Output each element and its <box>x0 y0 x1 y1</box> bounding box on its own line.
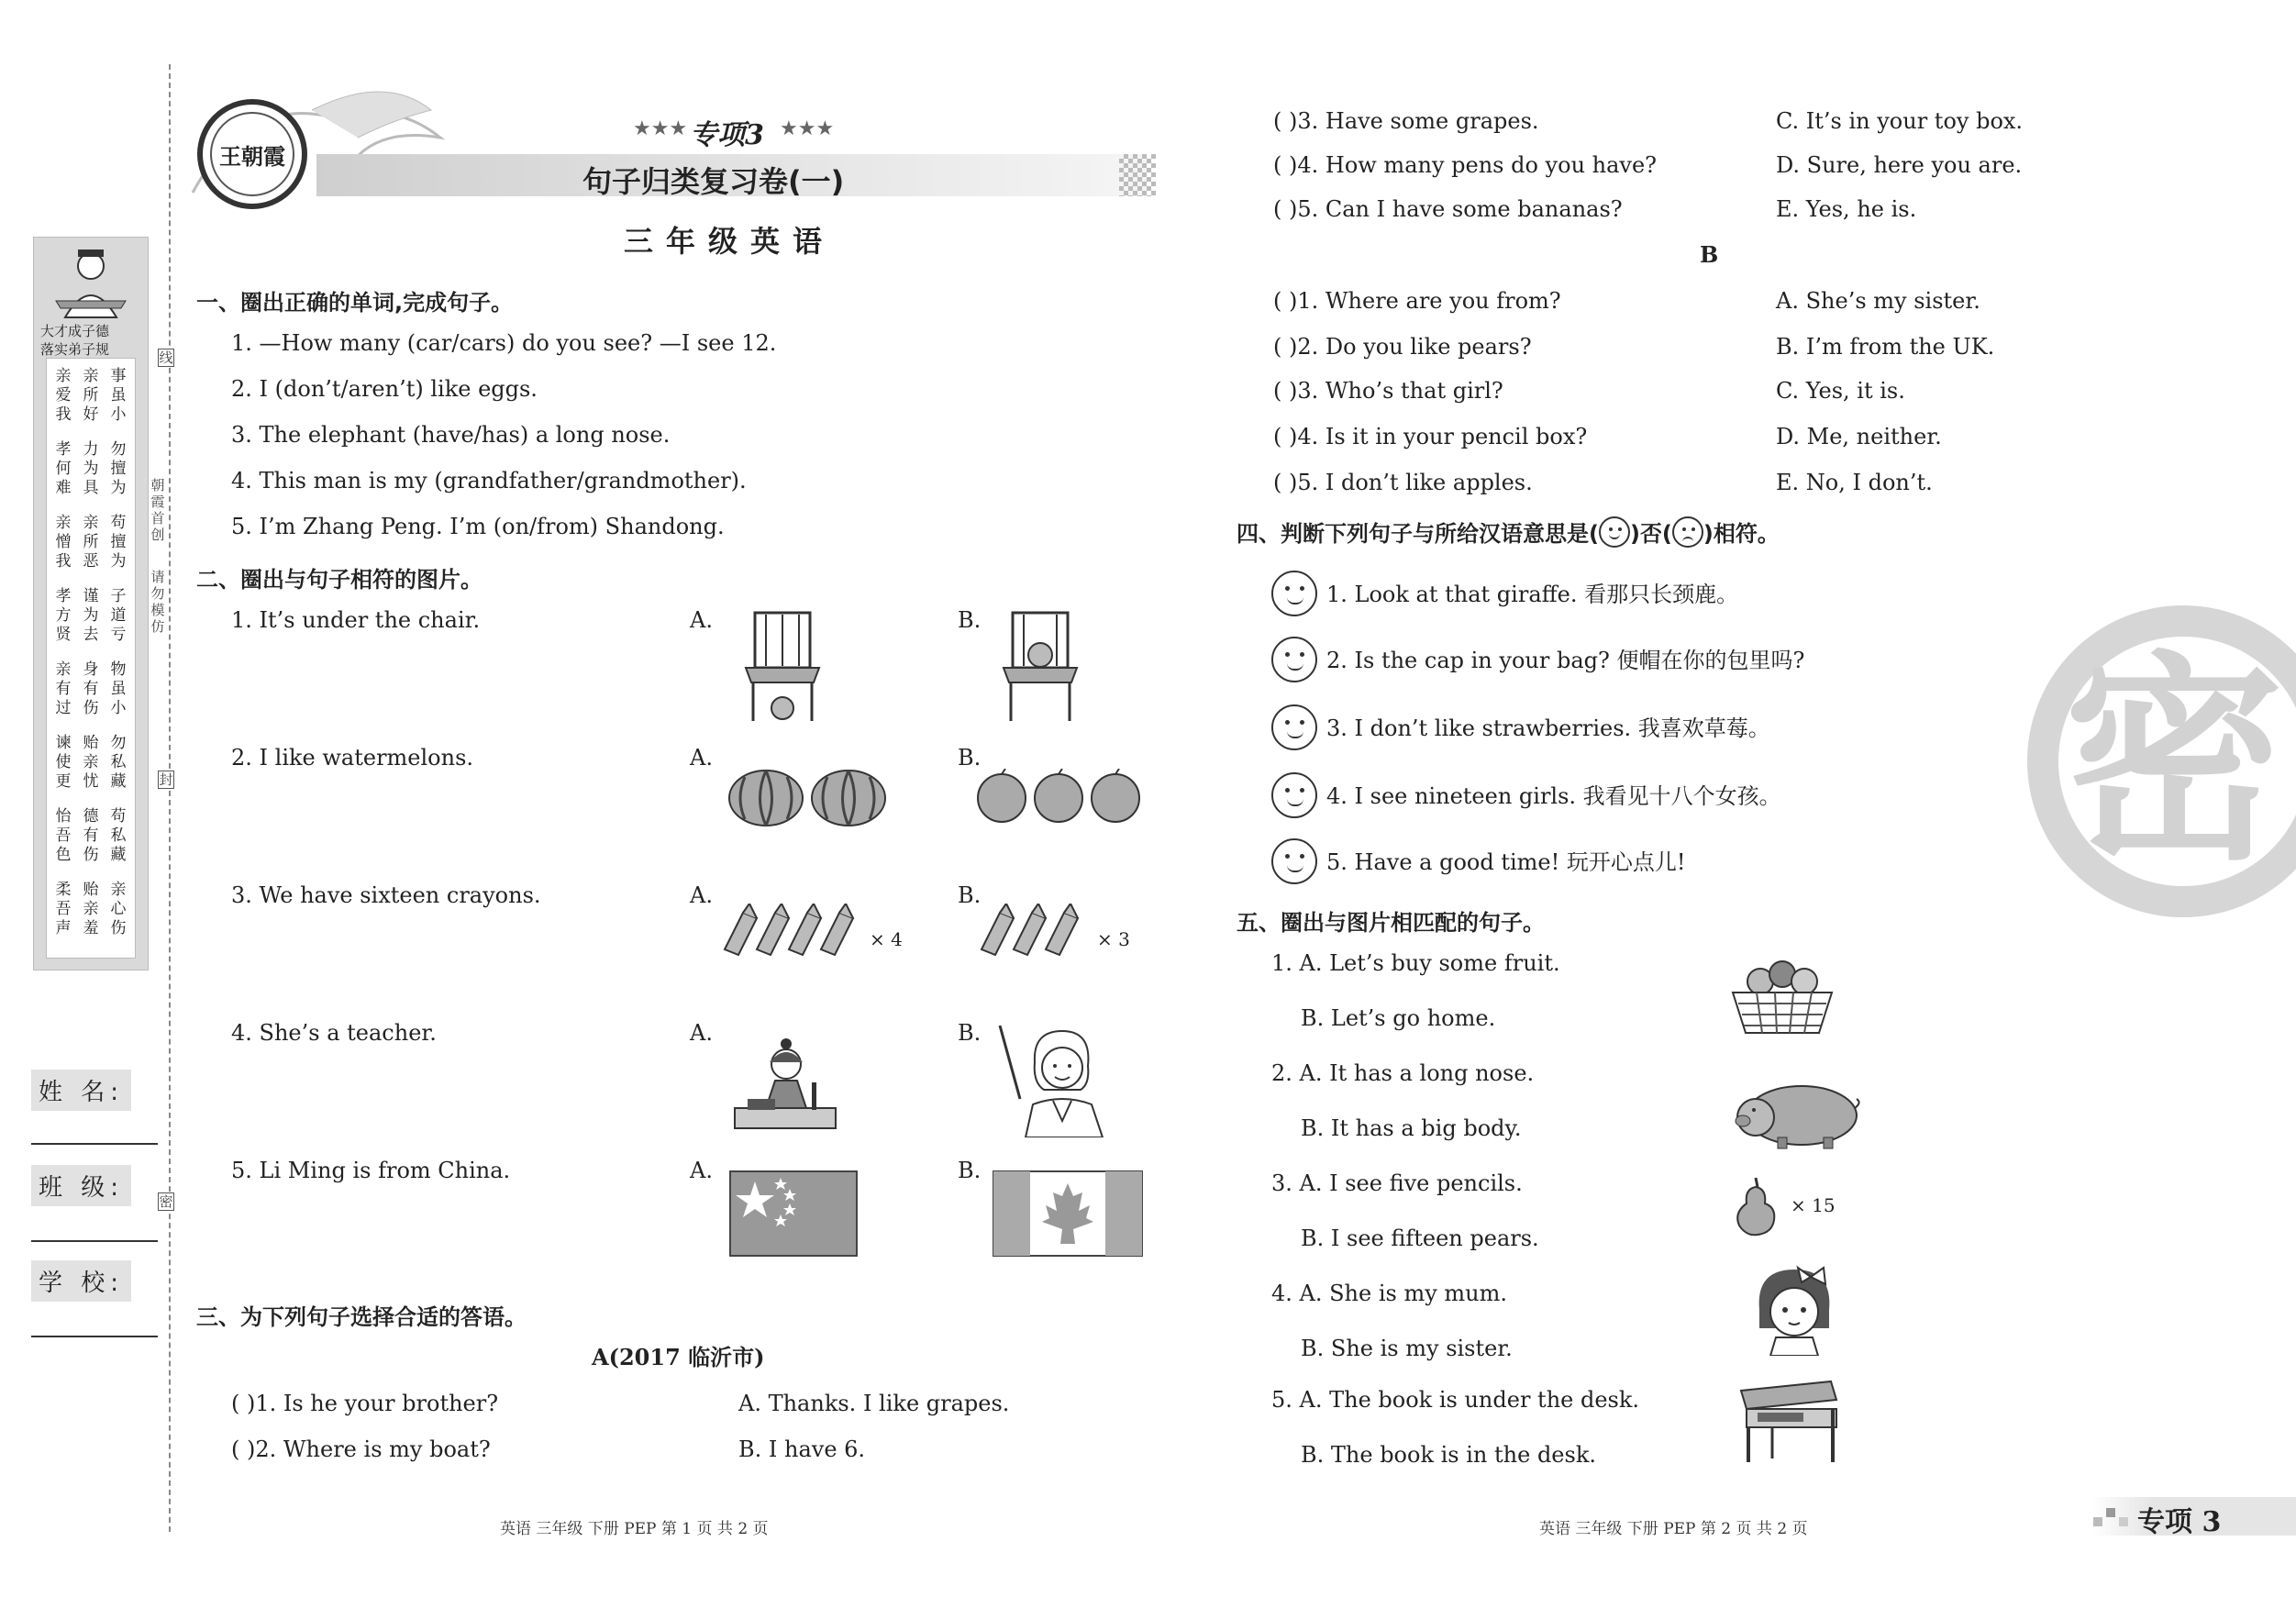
motto-column: 物虽小 <box>110 660 127 717</box>
section2-item-1: 1. It’s under the chair. <box>231 607 481 633</box>
section5-item-1b[interactable]: B. Let’s go home. <box>1301 1005 1496 1031</box>
section3-a-answer-d: D. Sure, here you are. <box>1776 152 2023 178</box>
cut-mark-3: 密 <box>159 1193 173 1210</box>
cut-mark-1: 线 <box>159 349 173 366</box>
fruit-basket-icon <box>1729 954 1836 1037</box>
school-field[interactable] <box>31 1336 158 1337</box>
name-field[interactable] <box>31 1143 158 1145</box>
motto-column: 苟私藏 <box>110 807 127 864</box>
page-subtitle: 三年级英语 <box>624 224 836 259</box>
answer-face-icon[interactable] <box>1271 838 1317 884</box>
teacher-icon[interactable] <box>989 1026 1108 1137</box>
motto-column: 柔吾声 <box>55 881 72 937</box>
secret-seal-character: 密 <box>2064 633 2285 890</box>
answer-face-icon[interactable] <box>1271 772 1317 818</box>
option-b-label: B. <box>958 745 982 771</box>
badge-pattern-icon <box>2093 1504 2130 1530</box>
motto-column: 力为具 <box>83 440 99 497</box>
pig-icon <box>1732 1081 1860 1150</box>
four-crayons-icon[interactable] <box>720 904 867 959</box>
motto-column: 孝何难 <box>55 440 72 497</box>
section5-item-5a[interactable]: 5. A. The book is under the desk. <box>1271 1387 1640 1413</box>
scholar-figure-icon <box>51 246 130 319</box>
motto-column: 亲所恶 <box>83 514 99 571</box>
section5-item-4b[interactable]: B. She is my sister. <box>1301 1336 1513 1361</box>
section1-item-5[interactable]: 5. I’m Zhang Peng. I’m (on/from) Shandong. <box>231 514 725 539</box>
motto-column: 子道亏 <box>110 587 127 644</box>
section3-b-answer-b: B. I’m from the UK. <box>1776 334 1995 360</box>
class-field[interactable] <box>31 1240 158 1242</box>
class-label: 班 级: <box>31 1165 131 1206</box>
section4-item-4: 4. I see nineteen girls. 我看见十八个女孩。 <box>1326 783 1781 809</box>
section1-item-1[interactable]: 1. —How many (car/cars) do you see? —I see 12. <box>231 330 777 356</box>
section1-item-4[interactable]: 4. This man is my (grandfather/grandmother). <box>231 468 747 494</box>
motto-column: 孝方贤 <box>55 587 72 644</box>
option-b-label: B. <box>958 607 982 633</box>
section3-a-answer-b: B. I have 6. <box>738 1436 866 1462</box>
section3-a-question-2[interactable]: ( )2. Where is my boat? <box>231 1436 491 1462</box>
motto-column: 亲有过 <box>55 660 72 717</box>
motto-column: 勿擅为 <box>110 440 127 497</box>
section2-heading: 二、圈出与句子相符的图片。 <box>196 567 482 593</box>
motto-column: 事虽小 <box>110 367 127 424</box>
motto-column: 谨为去 <box>83 587 99 644</box>
section4-heading-post: )相符。 <box>1703 521 1780 547</box>
section5-heading: 五、圈出与图片相匹配的句子。 <box>1237 910 1545 936</box>
section2-item-2: 2. I like watermelons. <box>231 745 474 771</box>
section2-item-3: 3. We have sixteen crayons. <box>231 882 541 908</box>
series-stars-right: ★★★ <box>780 117 835 140</box>
girl-icon <box>1750 1264 1838 1356</box>
section5-item-2b[interactable]: B. It has a big body. <box>1301 1115 1522 1141</box>
answer-face-icon[interactable] <box>1271 704 1317 750</box>
name-label: 姓 名: <box>31 1070 131 1111</box>
option-a-label: A. <box>690 607 713 633</box>
motto-column: 亲所好 <box>83 367 99 424</box>
section4-item-2: 2. Is the cap in your bag? 便帽在你的包里吗? <box>1326 648 1805 673</box>
footer-right: 英语 三年级 下册 PEP 第 2 页 共 2 页 <box>1539 1520 1808 1538</box>
section3-a-answer-e: E. Yes, he is. <box>1776 196 1917 222</box>
section4-item-5: 5. Have a good time! 玩开心点儿! <box>1326 849 1686 875</box>
cook-girl-icon[interactable] <box>729 1035 839 1136</box>
three-crayons-icon[interactable] <box>977 904 1096 959</box>
section5-item-2a[interactable]: 2. A. It has a long nose. <box>1271 1060 1535 1086</box>
option-a-label: A. <box>690 1020 713 1046</box>
series-badge: 专项 3 <box>2137 1506 2222 1538</box>
section3-b-answer-e: E. No, I don’t. <box>1776 470 1933 495</box>
section3-a-question-5[interactable]: ( )5. Can I have some bananas? <box>1273 196 1623 222</box>
section5-item-3b[interactable]: B. I see fifteen pears. <box>1301 1225 1539 1251</box>
section2-item-5: 5. Li Ming is from China. <box>231 1158 511 1183</box>
section3-b-question-5[interactable]: ( )5. I don’t like apples. <box>1273 470 1533 495</box>
publisher-logo <box>197 99 307 209</box>
chair-with-ball-on-seat-icon[interactable] <box>996 605 1088 725</box>
title-bar-pattern <box>1119 154 1156 196</box>
footer-left: 英语 三年级 下册 PEP 第 1 页 共 2 页 <box>500 1520 769 1538</box>
section5-item-3a[interactable]: 3. A. I see five pencils. <box>1271 1170 1523 1196</box>
section5-item-1a[interactable]: 1. A. Let’s buy some fruit. <box>1271 950 1560 976</box>
section1-item-3[interactable]: 3. The elephant (have/has) a long nose. <box>231 422 671 448</box>
motto-column: 亲爱我 <box>55 367 72 424</box>
crayon-count-b: × 3 <box>1097 928 1130 950</box>
oranges-icon[interactable] <box>974 769 1145 824</box>
section3-a-question-3[interactable]: ( )3. Have some grapes. <box>1273 108 1539 134</box>
answer-face-icon[interactable] <box>1271 571 1317 616</box>
series-label: 专项3 <box>690 119 764 151</box>
section4-item-1: 1. Look at that giraffe. 看那只长颈鹿。 <box>1326 582 1739 607</box>
motto-column: 勿私藏 <box>110 734 127 791</box>
crayon-count-a: × 4 <box>870 928 903 950</box>
canada-flag-icon[interactable] <box>993 1170 1143 1257</box>
section3-heading: 三、为下列句子选择合适的答语。 <box>196 1304 527 1330</box>
copyright-note-2: 请勿模仿 <box>150 569 165 635</box>
logo-text: 王朝霞 <box>210 112 294 196</box>
motto-column: 亲憎我 <box>55 514 72 571</box>
section4-heading-pre: 四、判断下列句子与所给汉语意思是( <box>1237 521 1599 547</box>
sad-face-icon <box>1672 516 1703 548</box>
pear-count: × 15 <box>1791 1194 1836 1216</box>
smiley-face-icon <box>1599 516 1630 548</box>
pear-icon <box>1732 1176 1778 1237</box>
option-a-label: A. <box>690 882 713 908</box>
section1-item-2[interactable]: 2. I (don’t/aren’t) like eggs. <box>231 376 538 402</box>
section3-group-a-label: A(2017 临沂市) <box>592 1344 765 1370</box>
section4-heading-mid: )否( <box>1629 521 1672 547</box>
page-title: 句子归类复习卷(一) <box>582 164 845 199</box>
section3-b-answer-c: C. Yes, it is. <box>1776 378 1905 404</box>
option-a-label: A. <box>690 1158 713 1183</box>
motto-column: 贻亲羞 <box>83 881 99 937</box>
option-b-label: B. <box>958 882 982 908</box>
series-stars-left: ★★★ <box>633 117 688 140</box>
section3-b-answer-d: D. Me, neither. <box>1776 424 1942 449</box>
section3-group-b-label: B <box>1700 241 1719 268</box>
motto-title-1: 大才成子德 <box>40 323 110 339</box>
chair-with-ball-icon[interactable] <box>738 605 830 725</box>
section2-item-4: 4. She’s a teacher. <box>231 1020 437 1046</box>
motto-title-2: 落实弟子规 <box>40 341 110 358</box>
section3-b-question-1[interactable]: ( )1. Where are you from? <box>1273 288 1561 314</box>
cut-mark-2: 封 <box>159 771 173 788</box>
section3-b-question-4[interactable]: ( )4. Is it in your pencil box? <box>1273 424 1588 449</box>
option-b-label: B. <box>958 1158 982 1183</box>
motto-column: 身有伤 <box>83 660 99 717</box>
china-flag-icon[interactable] <box>729 1170 858 1257</box>
section3-a-answer-a: A. Thanks. I like grapes. <box>738 1391 1010 1416</box>
section4-heading <box>1237 516 1780 548</box>
section3-b-question-3[interactable]: ( )3. Who’s that girl? <box>1273 378 1503 404</box>
motto-column: 谏使更 <box>55 734 72 791</box>
section3-a-question-4[interactable]: ( )4. How many pens do you have? <box>1273 152 1658 178</box>
copyright-note-1: 朝霞首创 <box>150 477 165 543</box>
section3-a-question-1[interactable]: ( )1. Is he your brother? <box>231 1391 499 1416</box>
binding-dashed-line <box>169 64 171 1532</box>
section5-item-4a[interactable]: 4. A. She is my mum. <box>1271 1281 1508 1306</box>
motto-column: 怡吾色 <box>55 807 72 864</box>
section3-b-answer-a: A. She’s my sister. <box>1776 288 1980 314</box>
section3-a-answer-c: C. It’s in your toy box. <box>1776 108 2024 134</box>
desk-with-book-icon <box>1736 1380 1842 1464</box>
section5-item-5b[interactable]: B. The book is in the desk. <box>1301 1442 1596 1468</box>
school-label: 学 校: <box>31 1260 131 1302</box>
section3-b-question-2[interactable]: ( )2. Do you like pears? <box>1273 334 1532 360</box>
answer-face-icon[interactable] <box>1271 637 1317 682</box>
section4-item-3: 3. I don’t like strawberries. 我喜欢草莓。 <box>1326 715 1770 741</box>
option-b-label: B. <box>958 1020 982 1046</box>
watermelons-icon[interactable] <box>727 766 892 830</box>
motto-column: 贻亲忧 <box>83 734 99 791</box>
motto-column: 亲心伤 <box>110 881 127 937</box>
motto-column: 苟擅为 <box>110 514 127 571</box>
option-a-label: A. <box>690 745 713 771</box>
section1-heading: 一、圈出正确的单词,完成句子。 <box>196 290 514 316</box>
motto-column: 德有伤 <box>83 807 99 864</box>
